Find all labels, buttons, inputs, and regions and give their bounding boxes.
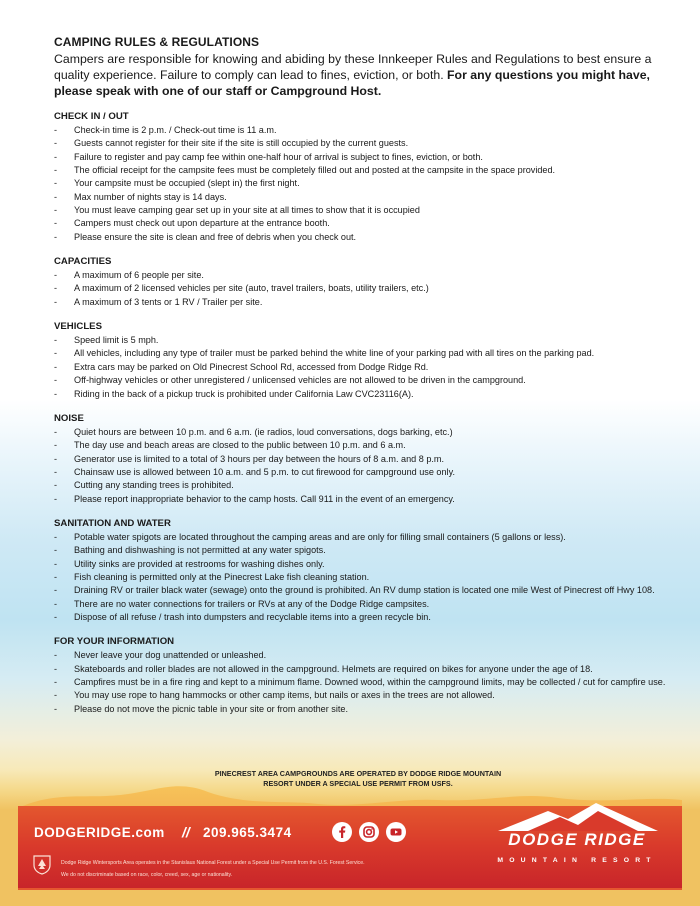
facebook-icon[interactable] [332,822,352,842]
rule-item: - Dispose of all refuse / trash into dumpsters and recyclable items into a green recycle bin. [54,611,674,624]
rule-item: - Guests cannot register for their site if the site is still occupied by the current guests. [54,137,674,150]
rule-item: - Never leave your dog unattended or unleashed. [54,649,674,662]
section-heading: SANITATION AND WATER [54,517,171,529]
rule-item: - Chainsaw use is allowed between 10 a.m. and 5 p.m. to cut firewood for campground use only. [54,466,674,479]
rule-list [54,531,674,624]
rule-item: - Please do not move the picnic table in your site or from another site. [54,703,674,716]
rule-item: - Please report inappropriate behavior to the camp hosts. Call 911 in the event of an emergency. [54,493,674,506]
rule-item: - Please ensure the site is clean and free of debris when you check out. [54,231,674,244]
intro-paragraph [54,51,674,99]
rule-item: - Fish cleaning is permitted only at the Pinecrest Lake fish cleaning station. [54,571,674,584]
instagram-icon[interactable] [359,822,379,842]
logo-mountain-icon [498,803,658,831]
section [54,635,674,716]
rule-item: - You may use rope to hang hammocks or other camp items, but nails or axes in the trees are not allowed. [54,689,674,702]
rule-list [54,334,674,401]
rule-list [54,426,674,506]
rule-list [54,649,674,716]
logo-subtitle: MOUNTAIN RESORT [497,857,657,864]
section-heading: FOR YOUR INFORMATION [54,636,175,648]
rule-item: - Skateboards and roller blades are not allowed in the campground. Helmets are required on bikes for anyone under the age of 18. [54,663,674,676]
operated-notice: PINECREST AREA CAMPGROUNDS ARE OPERATED BY DODGE RIDGE MOUNTAIN RESORT UNDER A SPECIAL USE PERMIT FROM USFS. [214,769,502,788]
section [54,517,674,624]
section [54,320,674,401]
rule-item: - Riding in the back of a pickup truck is prohibited under California Law CVC23116(A). [54,388,674,401]
legal-line-2: We do not discriminate based on race, color, creed, sex, age or nationality. [61,872,233,878]
rule-item: - The official receipt for the campsite fees must be completely filled out and posted at the campsite in the space provided. [54,164,674,177]
logo-name: DODGE RIDGE [508,830,646,849]
rule-list [54,269,674,309]
rule-item: - Cutting any standing trees is prohibited. [54,479,674,492]
youtube-icon[interactable] [386,822,406,842]
sections [54,110,674,716]
rule-item: - A maximum of 3 tents or 1 RV / Trailer per site. [54,296,674,309]
rule-item: - The day use and beach areas are closed to the public between 10 p.m. and 6 a.m. [54,439,674,452]
rule-item: - All vehicles, including any type of trailer must be parked behind the white line of your parking pad with all tires on the parking pad. [54,347,674,360]
section [54,412,674,506]
website-link[interactable]: DODGERIDGE.com [34,825,165,840]
rule-item: - Off-highway vehicles or other unregistered / unlicensed vehicles are not allowed to be driven in the campground. [54,374,674,387]
rule-item: - A maximum of 6 people per site. [54,269,674,282]
rule-item: - Check-in time is 2 p.m. / Check-out time is 11 a.m. [54,124,674,137]
rule-item: - There are no water connections for trailers or RVs at any of the Dodge Ridge campsites. [54,598,674,611]
rule-item: - Failure to register and pay camp fee within one-half hour of arrival is subject to fines, eviction, or both. [54,151,674,164]
section [54,255,674,309]
footer-separator: // [182,824,190,840]
forest-service-shield-icon [33,855,51,875]
section-heading: NOISE [54,412,84,424]
rule-item: - A maximum of 2 licensed vehicles per site (auto, travel trailers, boats, utility trailers, etc.) [54,282,674,295]
rule-item: - Generator use is limited to a total of 3 hours per day between the hours of 8 a.m. and 8 p.m. [54,453,674,466]
rule-item: - Extra cars may be parked on Old Pinecrest School Rd, accessed from Dodge Ridge Rd. [54,361,674,374]
intro-text: Campers are responsible for knowing and abiding by these Innkeeper Rules and Regulations to best ensure a quality experience. Failure to comply can lead to fines, eviction, or both. [54,52,652,82]
content [54,34,674,716]
rule-item: - Bathing and dishwashing is not permitted at any water spigots. [54,544,674,557]
rule-item: - Max number of nights stay is 14 days. [54,191,674,204]
rule-item: - Potable water spigots are located throughout the camping areas and are only for filling small containers (5 gallons or less). [54,531,674,544]
rule-list [54,124,674,244]
rule-item: - You must leave camping gear set up in your site at all times to show that it is occupied [54,204,674,217]
section-heading: VEHICLES [54,321,102,333]
rule-item: - Quiet hours are between 10 p.m. and 6 a.m. (ie radios, loud conversations, dogs barking, etc.) [54,426,674,439]
rule-item: - Campers must check out upon departure at the entrance booth. [54,217,674,230]
legal-line-1: Dodge Ridge Wintersports Area operates in the Stanislaus National Forest under a Special Use Permit from the U.S. Forest Service. [61,860,365,866]
section-heading: CHECK IN / OUT [54,111,129,122]
rule-item: - Utility sinks are provided at restrooms for washing dishes only. [54,558,674,571]
intro-bold: For any questions you might have, please speak with one of our staff or Campground Host. [54,68,650,98]
rule-item: - Speed limit is 5 mph. [54,334,674,347]
rule-item: - Your campsite must be occupied (slept in) the first night. [54,177,674,190]
rule-item: - Draining RV or trailer black water (sewage) onto the ground is prohibited. An RV dump station is located one mile West of Pinecrest off Hwy 108. [54,584,674,597]
legal-text [61,857,461,881]
phone-number[interactable]: 209.965.3474 [203,825,292,840]
section-heading: CAPACITIES [54,256,112,268]
section [54,110,674,244]
page-title: CAMPING RULES & REGULATIONS [54,35,260,49]
rule-item: - Campfires must be in a fire ring and kept to a minimum flame. Downed wood, within the campground limits, may be collected / cut for campfire use. [54,676,674,689]
